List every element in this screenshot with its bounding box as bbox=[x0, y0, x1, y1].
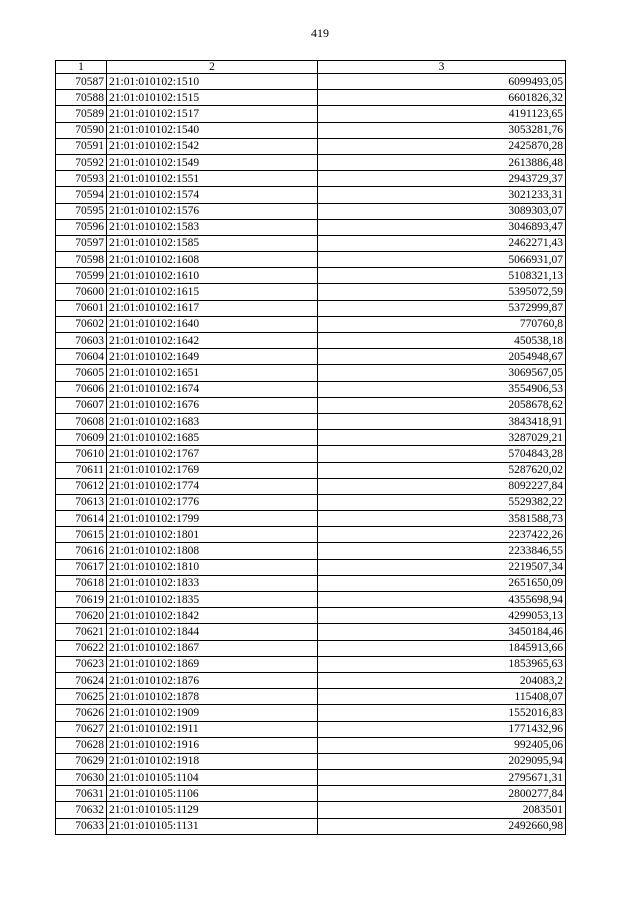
cadastral-value-cell: 3021233,31 bbox=[318, 187, 566, 203]
row-number-cell: 70616 bbox=[56, 543, 107, 559]
cadastral-number-cell: 21:01:010102:1608 bbox=[107, 252, 318, 268]
row-number-cell: 70606 bbox=[56, 381, 107, 397]
cadastral-value-cell: 6099493,05 bbox=[318, 74, 566, 90]
row-number-cell: 70600 bbox=[56, 284, 107, 300]
table-row bbox=[56, 753, 566, 769]
cadastral-value-cell: 5395072,59 bbox=[318, 284, 566, 300]
cadastral-number-cell: 21:01:010102:1542 bbox=[107, 138, 318, 154]
table-row bbox=[56, 462, 566, 478]
table-row bbox=[56, 106, 566, 122]
cadastral-value-cell: 3046893,47 bbox=[318, 219, 566, 235]
column-header-1: 1 bbox=[56, 61, 107, 74]
cadastral-value-cell: 3450184,46 bbox=[318, 624, 566, 640]
table-row bbox=[56, 786, 566, 802]
cadastral-number-cell: 21:01:010102:1767 bbox=[107, 446, 318, 462]
cadastral-number-cell: 21:01:010102:1640 bbox=[107, 316, 318, 332]
cadastral-value-cell: 2425870,28 bbox=[318, 138, 566, 154]
table-row bbox=[56, 575, 566, 591]
row-number-cell: 70611 bbox=[56, 462, 107, 478]
row-number-cell: 70589 bbox=[56, 106, 107, 122]
cadastral-value-cell: 2795671,31 bbox=[318, 770, 566, 786]
row-number-cell: 70604 bbox=[56, 349, 107, 365]
table-row bbox=[56, 235, 566, 251]
cadastral-number-cell: 21:01:010102:1769 bbox=[107, 462, 318, 478]
table-row bbox=[56, 705, 566, 721]
row-number-cell: 70610 bbox=[56, 446, 107, 462]
cadastral-number-cell: 21:01:010102:1799 bbox=[107, 511, 318, 527]
row-number-cell: 70588 bbox=[56, 90, 107, 106]
row-number-cell: 70614 bbox=[56, 511, 107, 527]
cadastral-value-cell: 2462271,43 bbox=[318, 235, 566, 251]
row-number-cell: 70629 bbox=[56, 753, 107, 769]
cadastral-value-cell: 4191123,65 bbox=[318, 106, 566, 122]
table-row bbox=[56, 122, 566, 138]
row-number-cell: 70631 bbox=[56, 786, 107, 802]
cadastral-number-cell: 21:01:010102:1801 bbox=[107, 527, 318, 543]
table-row bbox=[56, 300, 566, 316]
table-row bbox=[56, 203, 566, 219]
row-number-cell: 70601 bbox=[56, 300, 107, 316]
cadastral-value-cell: 2800277,84 bbox=[318, 786, 566, 802]
cadastral-value-cell: 2029095,94 bbox=[318, 753, 566, 769]
cadastral-value-cell: 1771432,96 bbox=[318, 721, 566, 737]
cadastral-number-cell: 21:01:010102:1540 bbox=[107, 122, 318, 138]
cadastral-number-cell: 21:01:010102:1835 bbox=[107, 592, 318, 608]
row-number-cell: 70607 bbox=[56, 397, 107, 413]
cadastral-number-cell: 21:01:010102:1916 bbox=[107, 737, 318, 753]
table-row bbox=[56, 446, 566, 462]
cadastral-number-cell: 21:01:010102:1649 bbox=[107, 349, 318, 365]
cadastral-number-cell: 21:01:010102:1810 bbox=[107, 559, 318, 575]
row-number-cell: 70618 bbox=[56, 575, 107, 591]
row-number-cell: 70598 bbox=[56, 252, 107, 268]
table-body bbox=[56, 74, 566, 835]
table-row bbox=[56, 187, 566, 203]
table-row bbox=[56, 365, 566, 381]
cadastral-value-cell: 1845913,66 bbox=[318, 640, 566, 656]
table-header bbox=[56, 61, 566, 74]
cadastral-number-cell: 21:01:010102:1808 bbox=[107, 543, 318, 559]
cadastral-value-cell: 2651650,09 bbox=[318, 575, 566, 591]
cadastral-number-cell: 21:01:010102:1583 bbox=[107, 219, 318, 235]
cadastral-number-cell: 21:01:010102:1576 bbox=[107, 203, 318, 219]
cadastral-number-cell: 21:01:010105:1129 bbox=[107, 802, 318, 818]
table-row bbox=[56, 511, 566, 527]
cadastral-value-cell: 3069567,05 bbox=[318, 365, 566, 381]
table-row bbox=[56, 689, 566, 705]
table-row bbox=[56, 802, 566, 818]
cadastral-value-cell: 2613886,48 bbox=[318, 154, 566, 170]
cadastral-number-cell: 21:01:010105:1106 bbox=[107, 786, 318, 802]
cadastral-number-cell: 21:01:010102:1551 bbox=[107, 171, 318, 187]
cadastral-value-cell: 2219507,34 bbox=[318, 559, 566, 575]
cadastral-value-cell: 204083,2 bbox=[318, 672, 566, 688]
row-number-cell: 70599 bbox=[56, 268, 107, 284]
table-row bbox=[56, 284, 566, 300]
cadastral-value-cell: 3554906,53 bbox=[318, 381, 566, 397]
table-row bbox=[56, 721, 566, 737]
row-number-cell: 70590 bbox=[56, 122, 107, 138]
cadastral-value-cell: 5108321,13 bbox=[318, 268, 566, 284]
row-number-cell: 70612 bbox=[56, 478, 107, 494]
row-number-cell: 70603 bbox=[56, 333, 107, 349]
cadastral-value-cell: 2083501 bbox=[318, 802, 566, 818]
row-number-cell: 70615 bbox=[56, 527, 107, 543]
row-number-cell: 70592 bbox=[56, 154, 107, 170]
table-row bbox=[56, 527, 566, 543]
row-number-cell: 70594 bbox=[56, 187, 107, 203]
row-number-cell: 70627 bbox=[56, 721, 107, 737]
table-row bbox=[56, 640, 566, 656]
cadastral-value-cell: 3287029,21 bbox=[318, 430, 566, 446]
row-number-cell: 70619 bbox=[56, 592, 107, 608]
cadastral-number-cell: 21:01:010102:1833 bbox=[107, 575, 318, 591]
table-row bbox=[56, 138, 566, 154]
row-number-cell: 70608 bbox=[56, 413, 107, 429]
table-row bbox=[56, 268, 566, 284]
cadastral-value-cell: 2943729,37 bbox=[318, 171, 566, 187]
row-number-cell: 70624 bbox=[56, 672, 107, 688]
cadastral-number-cell: 21:01:010102:1909 bbox=[107, 705, 318, 721]
cadastral-value-cell: 5372999,87 bbox=[318, 300, 566, 316]
row-number-cell: 70591 bbox=[56, 138, 107, 154]
cadastral-value-cell: 770760,8 bbox=[318, 316, 566, 332]
table-row bbox=[56, 672, 566, 688]
cadastral-number-cell: 21:01:010102:1918 bbox=[107, 753, 318, 769]
cadastral-value-cell: 3089303,07 bbox=[318, 203, 566, 219]
cadastral-value-cell: 2233846,55 bbox=[318, 543, 566, 559]
cadastral-value-cell: 2058678,62 bbox=[318, 397, 566, 413]
page-number: 419 bbox=[311, 26, 329, 40]
row-number-cell: 70621 bbox=[56, 624, 107, 640]
table-row bbox=[56, 397, 566, 413]
cadastral-value-cell: 3843418,91 bbox=[318, 413, 566, 429]
cadastral-value-cell: 4299053,13 bbox=[318, 608, 566, 624]
cadastral-number-cell: 21:01:010102:1867 bbox=[107, 640, 318, 656]
table-row bbox=[56, 543, 566, 559]
row-number-cell: 70609 bbox=[56, 430, 107, 446]
row-number-cell: 70630 bbox=[56, 770, 107, 786]
table-row bbox=[56, 381, 566, 397]
cadastral-value-cell: 115408,07 bbox=[318, 689, 566, 705]
table-row bbox=[56, 333, 566, 349]
row-number-cell: 70602 bbox=[56, 316, 107, 332]
cadastral-number-cell: 21:01:010102:1574 bbox=[107, 187, 318, 203]
cadastral-number-cell: 21:01:010102:1585 bbox=[107, 235, 318, 251]
cadastral-value-cell: 2237422,26 bbox=[318, 527, 566, 543]
cadastral-value-cell: 5066931,07 bbox=[318, 252, 566, 268]
row-number-cell: 70622 bbox=[56, 640, 107, 656]
cadastral-number-cell: 21:01:010102:1674 bbox=[107, 381, 318, 397]
cadastral-value-cell: 5704843,28 bbox=[318, 446, 566, 462]
cadastral-value-cell: 1853965,63 bbox=[318, 656, 566, 672]
cadastral-number-cell: 21:01:010102:1651 bbox=[107, 365, 318, 381]
table-row bbox=[56, 624, 566, 640]
table-row bbox=[56, 494, 566, 510]
cadastral-value-cell: 450538,18 bbox=[318, 333, 566, 349]
cadastral-number-cell: 21:01:010102:1549 bbox=[107, 154, 318, 170]
table-row bbox=[56, 413, 566, 429]
table-row bbox=[56, 316, 566, 332]
table-row bbox=[56, 252, 566, 268]
cadastral-value-cell: 3053281,76 bbox=[318, 122, 566, 138]
cadastral-value-cell: 2054948,67 bbox=[318, 349, 566, 365]
table-row bbox=[56, 478, 566, 494]
row-number-cell: 70620 bbox=[56, 608, 107, 624]
table-row bbox=[56, 818, 566, 834]
cadastral-number-cell: 21:01:010102:1615 bbox=[107, 284, 318, 300]
cadastral-value-cell: 992405,06 bbox=[318, 737, 566, 753]
table-row bbox=[56, 737, 566, 753]
cadastral-number-cell: 21:01:010105:1131 bbox=[107, 818, 318, 834]
cadastral-value-cell: 6601826,32 bbox=[318, 90, 566, 106]
row-number-cell: 70597 bbox=[56, 235, 107, 251]
cadastral-number-cell: 21:01:010102:1911 bbox=[107, 721, 318, 737]
table-row bbox=[56, 90, 566, 106]
cadastral-value-cell: 3581588,73 bbox=[318, 511, 566, 527]
row-number-cell: 70605 bbox=[56, 365, 107, 381]
cadastral-number-cell: 21:01:010105:1104 bbox=[107, 770, 318, 786]
table-row bbox=[56, 559, 566, 575]
table-row bbox=[56, 219, 566, 235]
cadastral-number-cell: 21:01:010102:1515 bbox=[107, 90, 318, 106]
row-number-cell: 70595 bbox=[56, 203, 107, 219]
row-number-cell: 70617 bbox=[56, 559, 107, 575]
cadastral-number-cell: 21:01:010102:1842 bbox=[107, 608, 318, 624]
cadastral-value-cell: 5529382,22 bbox=[318, 494, 566, 510]
table-row bbox=[56, 592, 566, 608]
cadastral-number-cell: 21:01:010102:1517 bbox=[107, 106, 318, 122]
cadastral-number-cell: 21:01:010102:1844 bbox=[107, 624, 318, 640]
cadastral-number-cell: 21:01:010102:1869 bbox=[107, 656, 318, 672]
table-row bbox=[56, 154, 566, 170]
cadastral-number-cell: 21:01:010102:1878 bbox=[107, 689, 318, 705]
row-number-cell: 70593 bbox=[56, 171, 107, 187]
cadastral-value-cell: 5287620,02 bbox=[318, 462, 566, 478]
cadastral-number-cell: 21:01:010102:1685 bbox=[107, 430, 318, 446]
header-row bbox=[56, 61, 566, 74]
column-header-2: 2 bbox=[107, 61, 318, 74]
row-number-cell: 70626 bbox=[56, 705, 107, 721]
row-number-cell: 70628 bbox=[56, 737, 107, 753]
cadastral-number-cell: 21:01:010102:1876 bbox=[107, 672, 318, 688]
cadastral-number-cell: 21:01:010102:1642 bbox=[107, 333, 318, 349]
row-number-cell: 70587 bbox=[56, 74, 107, 90]
row-number-cell: 70632 bbox=[56, 802, 107, 818]
cadastral-number-cell: 21:01:010102:1510 bbox=[107, 74, 318, 90]
table-row bbox=[56, 656, 566, 672]
row-number-cell: 70623 bbox=[56, 656, 107, 672]
cadastral-number-cell: 21:01:010102:1676 bbox=[107, 397, 318, 413]
cadastral-value-table bbox=[55, 60, 566, 835]
row-number-cell: 70596 bbox=[56, 219, 107, 235]
row-number-cell: 70613 bbox=[56, 494, 107, 510]
cadastral-number-cell: 21:01:010102:1683 bbox=[107, 413, 318, 429]
cadastral-value-cell: 2492660,98 bbox=[318, 818, 566, 834]
cadastral-value-cell: 1552016,83 bbox=[318, 705, 566, 721]
cadastral-number-cell: 21:01:010102:1774 bbox=[107, 478, 318, 494]
table-row bbox=[56, 171, 566, 187]
table-row bbox=[56, 430, 566, 446]
cadastral-number-cell: 21:01:010102:1610 bbox=[107, 268, 318, 284]
row-number-cell: 70625 bbox=[56, 689, 107, 705]
table-row bbox=[56, 74, 566, 90]
cadastral-value-cell: 4355698,94 bbox=[318, 592, 566, 608]
cadastral-number-cell: 21:01:010102:1617 bbox=[107, 300, 318, 316]
table-row bbox=[56, 770, 566, 786]
cadastral-number-cell: 21:01:010102:1776 bbox=[107, 494, 318, 510]
column-header-3: 3 bbox=[318, 61, 566, 74]
cadastral-value-cell: 8092227,84 bbox=[318, 478, 566, 494]
table-row bbox=[56, 349, 566, 365]
table-row bbox=[56, 608, 566, 624]
row-number-cell: 70633 bbox=[56, 818, 107, 834]
